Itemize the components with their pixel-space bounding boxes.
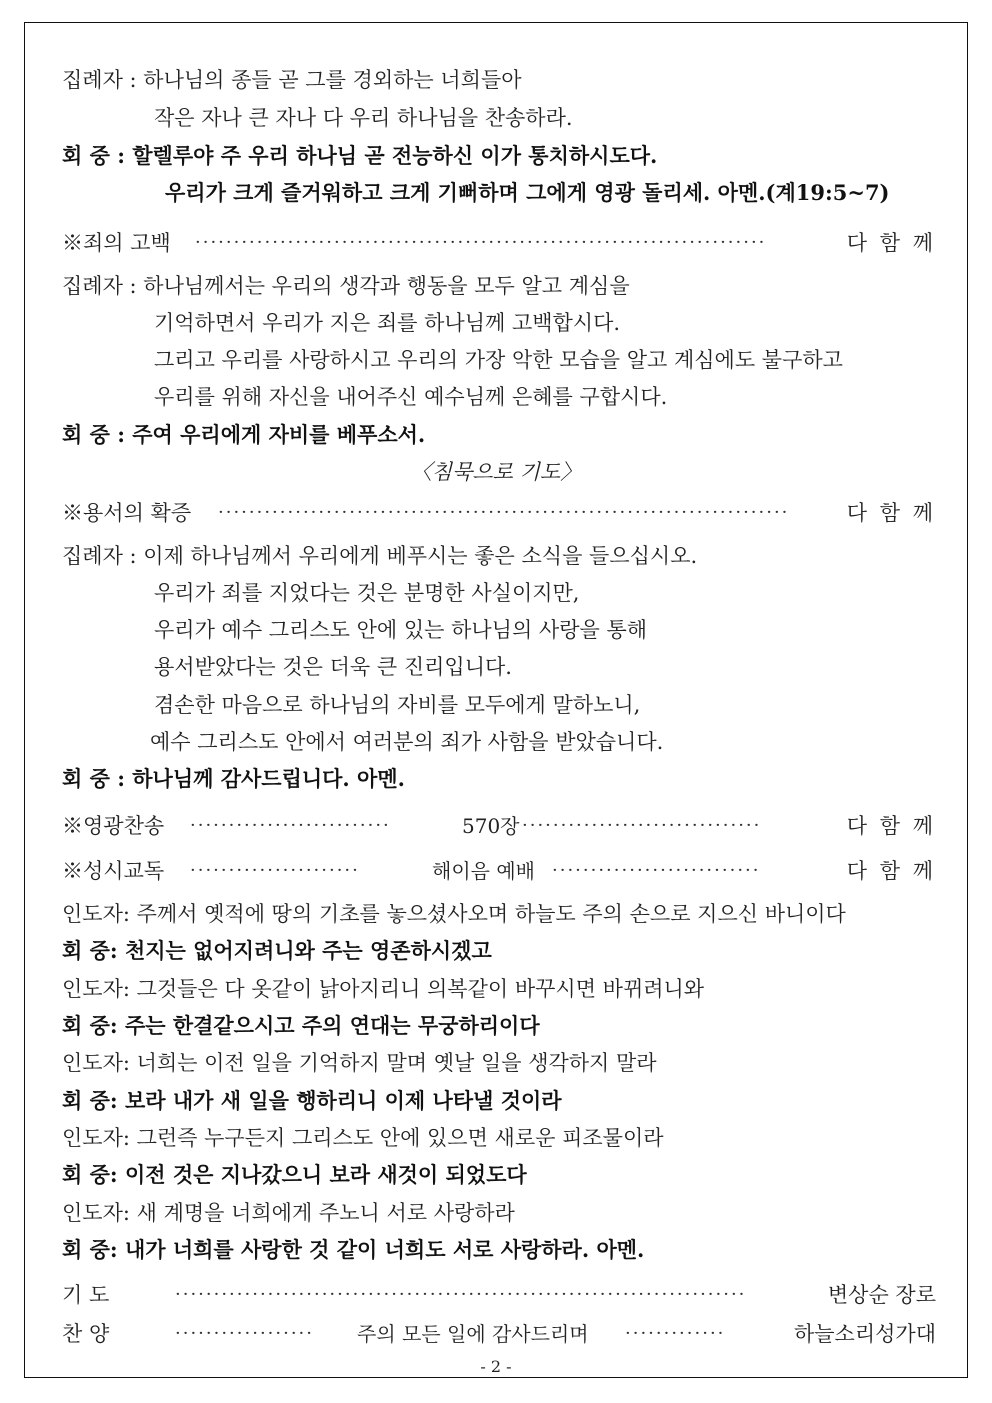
- congregation-line: 회 중 : 주여 우리에게 자비를 베푸소서.: [62, 422, 426, 447]
- leader-dots: ··········································································: [175, 1284, 747, 1305]
- congregation-line: 회 중: 이전 것은 지나갔으니 보라 새것이 되었도다: [62, 1162, 527, 1187]
- leader-line: 우리를 위해 자신을 내어주신 예수님께 은혜를 구합시다.: [154, 385, 668, 409]
- leader-line: 집례자 : 하나님께서는 우리의 생각과 행동을 모두 알고 계심을: [62, 274, 630, 298]
- leader-line: 우리가 예수 그리스도 안에 있는 하나님의 사랑을 통해: [154, 618, 648, 642]
- congregation-line: 회 중 : 하나님께 감사드립니다. 아멘.: [62, 766, 405, 791]
- section-heading-assurance: ※용서의 확증: [62, 501, 192, 525]
- section-heading-gloria: ※영광찬송: [62, 814, 165, 838]
- congregation-line: 회 중 : 할렐루야 주 우리 하나님 곧 전능하신 이가 통치하시도다.: [62, 143, 658, 168]
- leader-line: 그리고 우리를 사랑하시고 우리의 가장 악한 모습을 알고 계심에도 불구하고: [154, 348, 843, 372]
- leader-dots: ··········································································: [195, 232, 767, 253]
- section-heading-anthem: 찬 양: [62, 1322, 110, 1346]
- leader-line: 인도자: 그런즉 누구든지 그리스도 안에 있으면 새로운 피조물이라: [62, 1126, 664, 1150]
- section-heading-prayer: 기 도: [62, 1283, 110, 1307]
- leader-dots: ··················: [175, 1323, 314, 1344]
- leader-dots: ··········································································: [218, 502, 790, 523]
- prayer-leader: 변상순 장로: [827, 1283, 936, 1307]
- leader-line: 집례자 : 이제 하나님께서 우리에게 베푸시는 좋은 소식을 들으십시오.: [62, 544, 698, 568]
- congregation-line: 회 중: 천지는 없어지려니와 주는 영존하시겠고: [62, 938, 492, 963]
- participant-label: 다 함 께: [846, 231, 936, 255]
- participant-label: 다 함 께: [846, 859, 936, 883]
- congregation-line: 우리가 크게 즐거워하고 크게 기뻐하며 그에게 영광 돌리세. 아멘.(계19:5~7): [165, 180, 890, 205]
- anthem-title: 주의 모든 일에 감사드리며: [357, 1322, 589, 1346]
- leader-dots: ·············: [625, 1323, 726, 1344]
- section-heading-confession: ※죄의 고백: [62, 231, 171, 255]
- section-heading-psalter: ※성시교독: [62, 859, 165, 883]
- participant-label: 다 함 께: [846, 814, 936, 838]
- congregation-line: 회 중: 주는 한결같으시고 주의 연대는 무궁하리이다: [62, 1013, 540, 1038]
- silent-prayer-note: 〈침묵으로 기도〉: [410, 460, 582, 484]
- leader-line: 작은 자나 큰 자나 다 우리 하나님을 찬송하라.: [154, 106, 573, 130]
- leader-line: 기억하면서 우리가 지은 죄를 하나님께 고백합시다.: [154, 311, 621, 335]
- congregation-line: 회 중: 보라 내가 새 일을 행하리니 이제 나타낼 것이라: [62, 1088, 562, 1113]
- leader-dots: ·······························: [522, 815, 762, 836]
- leader-line: 인도자: 주께서 옛적에 땅의 기초를 놓으셨사오며 하늘도 주의 손으로 지으신 바니이다: [62, 902, 846, 926]
- leader-line: 우리가 죄를 지었다는 것은 분명한 사실이지만,: [154, 581, 580, 605]
- page-number: - 2 -: [480, 1357, 512, 1376]
- participant-label: 다 함 께: [846, 501, 936, 525]
- leader-dots: ···························: [552, 860, 761, 881]
- congregation-line: 회 중: 내가 너희를 사랑한 것 같이 너희도 서로 사랑하라. 아멘.: [62, 1237, 645, 1262]
- leader-line: 예수 그리스도 안에서 여러분의 죄가 사함을 받았습니다.: [150, 730, 664, 754]
- psalter-title: 해이음 예배: [432, 859, 535, 883]
- leader-line: 용서받았다는 것은 더욱 큰 진리입니다.: [154, 655, 512, 679]
- leader-dots: ··························: [190, 815, 391, 836]
- choir-name: 하늘소리성가대: [793, 1322, 936, 1346]
- leader-line: 겸손한 마음으로 하나님의 자비를 모두에게 말하노니,: [154, 693, 641, 717]
- leader-line: 집례자 : 하나님의 종들 곧 그를 경외하는 너희들아: [62, 68, 522, 92]
- hymn-number: 570장: [462, 814, 520, 838]
- leader-line: 인도자: 새 계명을 너희에게 주노니 서로 사랑하라: [62, 1201, 515, 1225]
- leader-line: 인도자: 너희는 이전 일을 기억하지 말며 옛날 일을 생각하지 말라: [62, 1051, 657, 1075]
- leader-line: 인도자: 그것들은 다 옷같이 낡아지리니 의복같이 바꾸시면 바뀌려니와: [62, 977, 705, 1001]
- leader-dots: ······················: [190, 860, 360, 881]
